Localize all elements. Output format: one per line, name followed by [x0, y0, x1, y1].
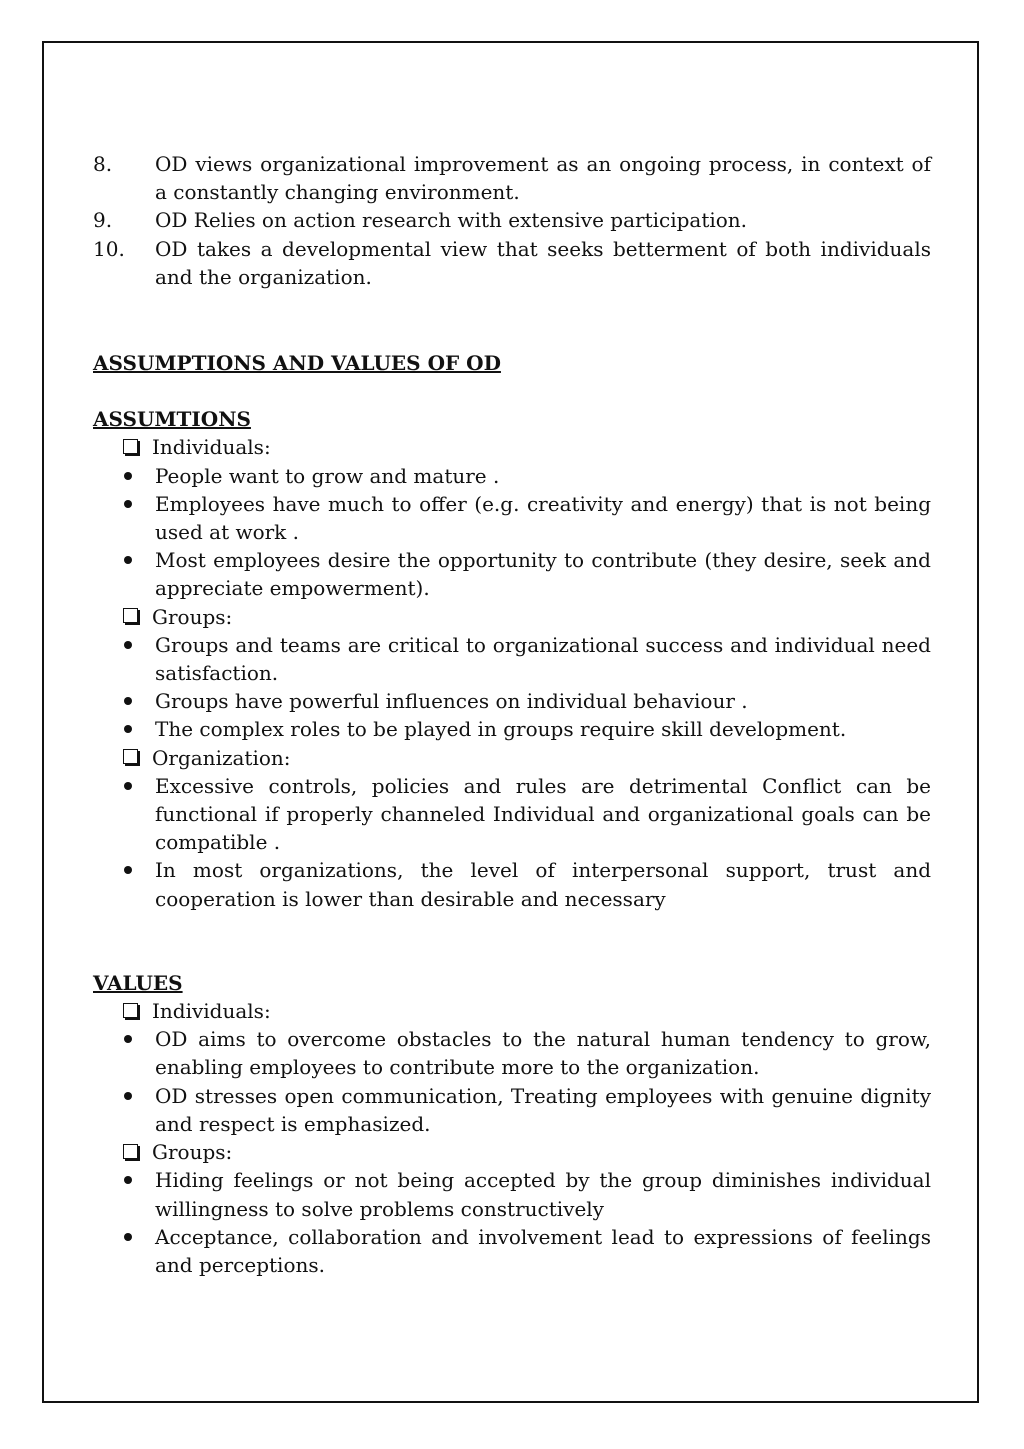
bullet-icon: [122, 631, 155, 687]
list-item: [93, 856, 931, 912]
list-item-text: Groups have powerful influences on individual behaviour .: [155, 689, 748, 714]
category-label: Groups:: [152, 1140, 233, 1165]
bullet-icon: [122, 546, 155, 602]
category-individuals: [93, 997, 931, 1025]
category-label: Organization:: [152, 745, 291, 770]
section-heading: ASSUMPTIONS AND VALUES OF OD: [93, 351, 501, 376]
category-label: Groups:: [152, 604, 233, 629]
list-item-text: Hiding feelings or not being accepted by the group diminishes individual willingness to solve problems constructively: [155, 1168, 931, 1221]
list-item-text: Acceptance, collaboration and involvement lead to expressions of feelings and perceptions.: [155, 1224, 931, 1277]
list-item: [93, 772, 931, 857]
checkbox-bullet-icon: [123, 749, 138, 764]
list-item-text: OD aims to overcome obstacles to the natural human tendency to grow, enabling employees to contribute more to the organization.: [155, 1027, 931, 1080]
list-item: [93, 490, 931, 546]
bullet-icon: [122, 856, 155, 912]
list-item: [93, 687, 931, 715]
document-body: [93, 150, 931, 1279]
values-heading: VALUES: [93, 970, 183, 995]
category-groups: [93, 1138, 931, 1166]
bullet-icon: [122, 1166, 155, 1222]
bullet-icon: [122, 772, 155, 857]
list-item-text: Excessive controls, policies and rules are detrimental Conflict can be functional if properly channeled Individual and organizational goals can be compatible .: [155, 773, 931, 855]
list-item-text: In most organizations, the level of interpersonal support, trust and cooperation is lower than desirable and necessary: [155, 858, 931, 911]
item-text: OD Relies on action research with extensive participation.: [155, 208, 748, 233]
list-item-text: Most employees desire the opportunity to contribute (they desire, seek and appreciate empowerment).: [155, 548, 931, 601]
item-number: 10.: [93, 236, 125, 261]
category-individuals: [93, 433, 931, 461]
item-number: 9.: [93, 208, 113, 233]
checkbox-bullet-icon: [123, 1144, 138, 1159]
numbered-list: [93, 150, 931, 291]
numbered-item: [93, 150, 931, 206]
item-text: OD takes a developmental view that seeks betterment of both individuals and the organization.: [155, 236, 931, 289]
list-item: [93, 1166, 931, 1222]
numbered-item: [93, 235, 931, 291]
list-item-text: The complex roles to be played in groups require skill development.: [155, 717, 847, 742]
bullet-icon: [122, 715, 155, 743]
list-item: [93, 631, 931, 687]
list-item-text: OD stresses open communication, Treating employees with genuine dignity and respect is emphasized.: [155, 1083, 931, 1136]
item-number: 8.: [93, 152, 113, 176]
checkbox-bullet-icon: [123, 439, 138, 454]
list-item: [93, 1223, 931, 1279]
list-item: [93, 462, 931, 490]
numbered-item: [93, 206, 931, 234]
bullet-icon: [122, 1223, 155, 1279]
category-organization: [93, 744, 931, 772]
checkbox-bullet-icon: [123, 608, 138, 623]
list-item-text: People want to grow and mature .: [155, 463, 500, 488]
assumptions-heading: ASSUMTIONS: [93, 407, 251, 432]
category-groups: [93, 603, 931, 631]
bullet-icon: [122, 1082, 155, 1138]
category-label: Individuals:: [152, 435, 271, 460]
bullet-icon: [122, 1025, 155, 1081]
list-item: [93, 1025, 931, 1081]
category-label: Individuals:: [152, 999, 271, 1024]
bullet-icon: [122, 490, 155, 546]
item-text: OD views organizational improvement as an ongoing process, in context of a constantly changing environment.: [155, 152, 931, 205]
list-item-text: Groups and teams are critical to organizational success and individual need satisfaction.: [155, 632, 931, 686]
list-item-text: Employees have much to offer (e.g. creativity and energy) that is not being used at work .: [155, 491, 931, 545]
bullet-icon: [122, 462, 155, 490]
bullet-icon: [122, 687, 155, 715]
list-item: [93, 546, 931, 602]
list-item: [93, 715, 931, 743]
list-item: [93, 1082, 931, 1138]
checkbox-bullet-icon: [123, 1003, 138, 1018]
